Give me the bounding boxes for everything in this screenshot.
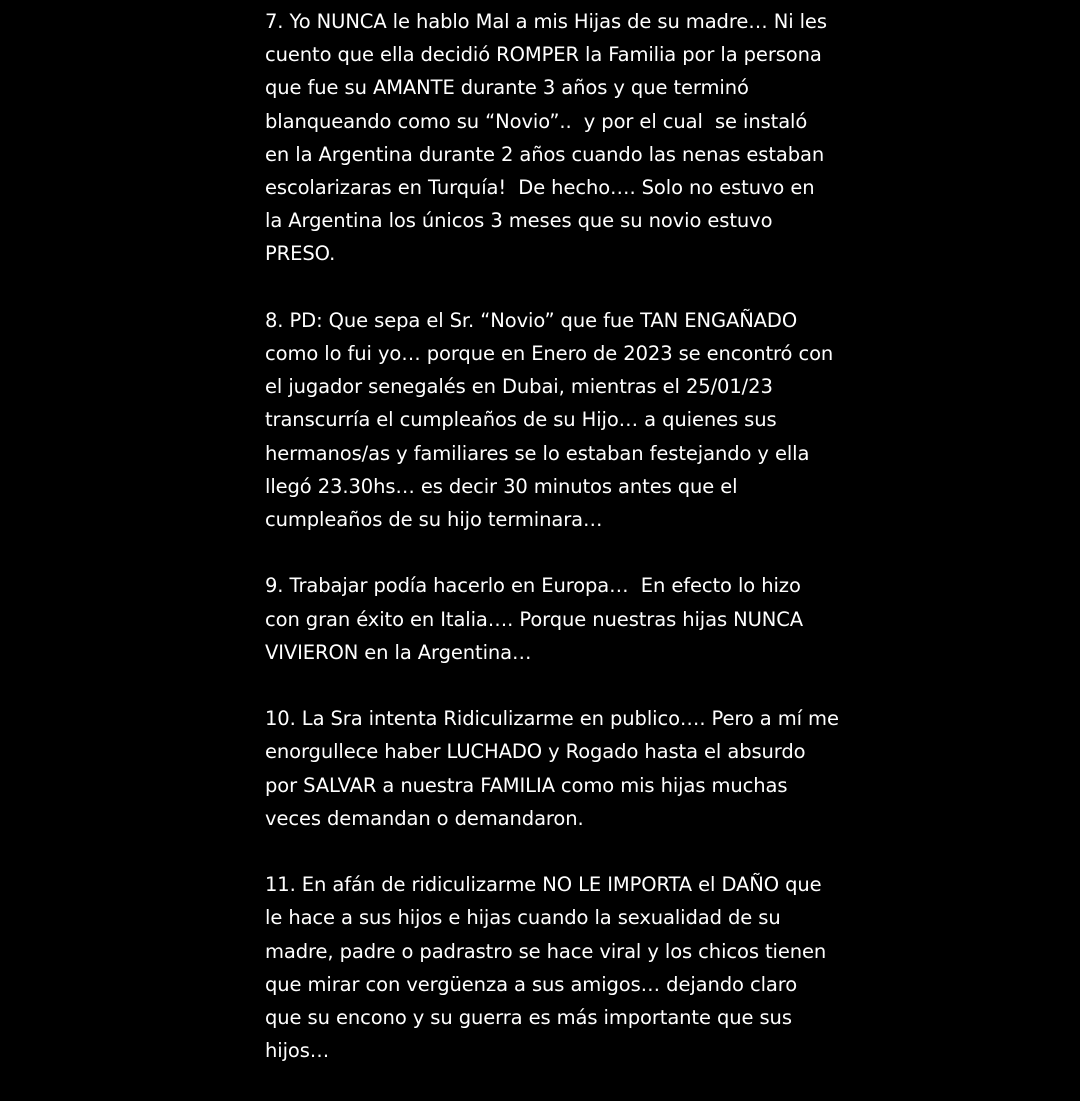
text-line: como lo fui yo… porque en Enero de 2023 se encontró con [265,342,834,366]
text-line: enorgullece haber LUCHADO y Rogado hasta el absurdo [265,740,806,764]
paragraph-10 [265,702,839,835]
text-line: blanqueando como su “Novio”.. y por el cual se instaló [265,109,808,133]
text-line: que fue su AMANTE durante 3 años y que terminó [265,76,749,100]
text-line: madre, padre o padrastro se hace viral y los chicos tienen [265,939,827,963]
text-line: llegó 23.30hs… es decir 30 minutos antes que el [265,474,738,498]
text-line: VIVIERON en la Argentina… [265,640,532,664]
text-line: transcurría el cumpleaños de su Hijo… a quienes sus [265,408,777,432]
text-line: cumpleaños de su hijo terminara… [265,508,603,532]
text-line: la Argentina los únicos 3 meses que su novio estuvo [265,209,773,233]
text-line: le hace a sus hijos e hijas cuando la sexualidad de su [265,906,781,930]
text-line: 10. La Sra intenta Ridiculizarme en publico…. Pero a mí me [265,707,839,731]
text-line: 8. PD: Que sepa el Sr. “Novio” que fue TAN ENGAÑADO [265,308,798,332]
text-line: 11. En afán de ridiculizarme NO LE IMPORTA el DAÑO que [265,873,822,897]
paragraph-8 [265,304,834,536]
text-line: cuento que ella decidió ROMPER la Familia por la persona [265,43,822,67]
text-line: que mirar con vergüenza a sus amigos… dejando claro [265,972,798,996]
paragraph-7 [265,5,825,271]
text-line: 9. Trabajar podía hacerlo en Europa… En efecto lo hizo [265,574,801,598]
text-line: 7. Yo NUNCA le hablo Mal a mis Hijas de su madre… Ni les [265,10,827,33]
text-line: veces demandan o demandaron. [265,806,584,830]
text-line: por SALVAR a nuestra FAMILIA como mis hijas muchas [265,773,788,797]
paragraph-11 [265,868,825,1067]
text-line: hermanos/as y familiares se lo estaban festejando y ella [265,441,810,465]
text-line: escolarizaras en Turquía! De hecho…. Solo no estuvo en [265,176,815,200]
text-line: en la Argentina durante 2 años cuando las nenas estaban [265,142,825,166]
text-line: PRESO. [265,242,336,266]
text-line: el jugador senegalés en Dubai, mientras el 25/01/23 [265,375,773,399]
paragraph-9 [265,569,825,669]
text-line: que su encono y su guerra es más importante que sus [265,1006,792,1030]
text-line: con gran éxito en Italia…. Porque nuestras hijas NUNCA [265,607,804,631]
text-line: hijos… [265,1039,330,1063]
note-text-body [265,5,839,1101]
